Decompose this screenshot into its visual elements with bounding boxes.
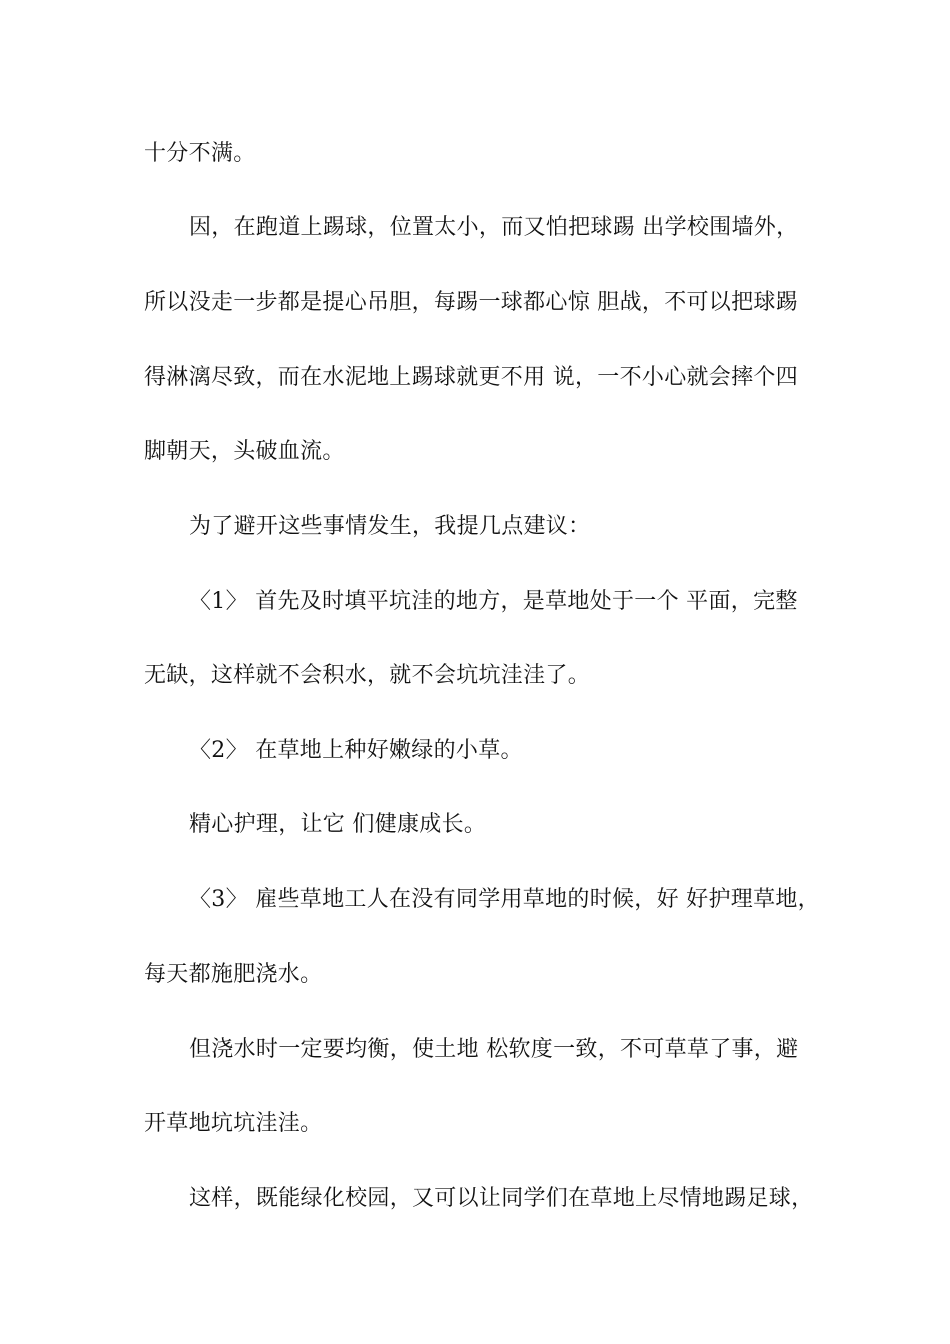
- paragraph-start-line: 但浇水时一定要均衡，使土地 松软度一致，不可草草了事，避: [189, 1037, 799, 1062]
- paragraph-start-line: 为了避开这些事情发生，我提几点建议：: [189, 514, 591, 539]
- text-line: 得淋漓尽致，而在水泥地上踢球就更不用 说，一不小心就会摔个四: [144, 365, 798, 390]
- text-line: 十分不满。: [144, 141, 256, 166]
- paragraph-start-line: 这样，既能绿化校园，又可以让同学们在草地上尽情地踢足球，: [189, 1186, 814, 1211]
- text-line: 每天都施肥浇水。: [144, 962, 323, 987]
- paragraph-start-line: 精心护理，让它 们健康成长。: [189, 812, 487, 837]
- paragraph-start-line: 因，在跑道上踢球，位置太小，而又怕把球踢 出学校围墙外，: [189, 215, 799, 240]
- text-line: 脚朝天，头破血流。: [144, 439, 345, 464]
- list-item-2-line: 〈2〉 在草地上种好嫩绿的小草。: [189, 738, 523, 763]
- list-item-1-line: 〈1〉 首先及时填平坑洼的地方，是草地处于一个 平面，完整: [189, 589, 798, 614]
- list-item-3-line: 〈3〉 雇些草地工人在没有同学用草地的时候，好 好护理草地，: [189, 887, 820, 912]
- text-line: 开草地坑坑洼洼。: [144, 1111, 323, 1136]
- text-line: 所以没走一步都是提心吊胆，每踢一球都心惊 胆战，不可以把球踢: [144, 290, 798, 315]
- text-line: 无缺，这样就不会积水，就不会坑坑洼洼了。: [144, 663, 591, 688]
